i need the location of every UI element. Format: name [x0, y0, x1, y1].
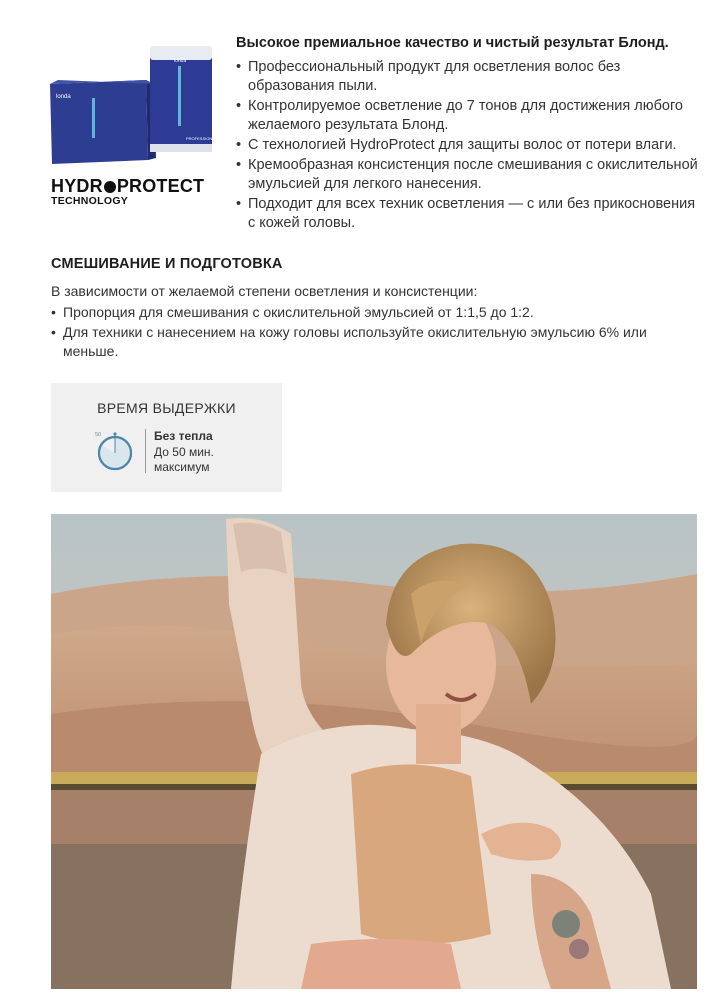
processing-line3: максимум	[154, 460, 210, 474]
intro-bullet: • Кремообразная консистенция после смешивания с окислительной эмульсией для легкого нанесения.	[236, 156, 706, 194]
timer-label: 50	[95, 432, 102, 438]
processing-title: ВРЕМЯ ВЫДЕРЖКИ	[97, 400, 236, 416]
mixing-section	[51, 255, 701, 362]
mixing-list	[51, 303, 701, 361]
intro-bullet: • Контролируемое осветление до 7 тонов для достижения любого желаемого результата Блонд.	[236, 97, 706, 135]
logo-dot-icon	[104, 181, 116, 193]
intro-bullet: • С технологией HydroProtect для защиты волос от потери влаги.	[236, 136, 706, 155]
processing-details	[154, 429, 214, 476]
hydroprotect-subtitle: TECHNOLOGY	[51, 195, 129, 207]
processing-time-box	[51, 383, 282, 492]
intro-section	[236, 34, 706, 234]
mixing-item: • Пропорция для смешивания с окислительной эмульсией от 1:1,5 до 1:2.	[51, 303, 701, 322]
logo-title-part1: HYDR	[51, 176, 103, 196]
hydroprotect-title	[51, 177, 204, 195]
processing-line2: До 50 мин.	[154, 444, 214, 459]
intro-bullets	[236, 58, 706, 233]
mixing-intro: В зависимости от желаемой степени осветления и консистенции:	[51, 283, 478, 299]
mixing-item: • Для техники с нанесением на кожу головы используйте окислительную эмульсию 6% или меньше.	[51, 323, 701, 361]
jar-sub: PROFESSIONAL	[186, 136, 218, 141]
product-image	[46, 40, 226, 170]
box-brand: londa	[56, 94, 71, 100]
model-photo	[51, 514, 697, 989]
jar-brand: londa	[174, 58, 187, 64]
intro-bullet: • Подходит для всех техник осветления — с или без прикосновения с кожей головы.	[236, 195, 706, 233]
time-divider	[145, 429, 146, 473]
box-stripe	[92, 98, 95, 138]
intro-bullet: • Профессиональный продукт для осветления волос без образования пыли.	[236, 58, 706, 96]
logo-title-part2: PROTECT	[116, 176, 205, 196]
processing-line1: Без тепла	[154, 429, 213, 443]
hydroprotect-logo	[51, 177, 204, 207]
timer-icon	[95, 429, 135, 471]
intro-title: Высокое премиальное качество и чистый результат Блонд.	[236, 35, 669, 51]
mixing-title: СМЕШИВАНИЕ И ПОДГОТОВКА	[51, 256, 283, 272]
